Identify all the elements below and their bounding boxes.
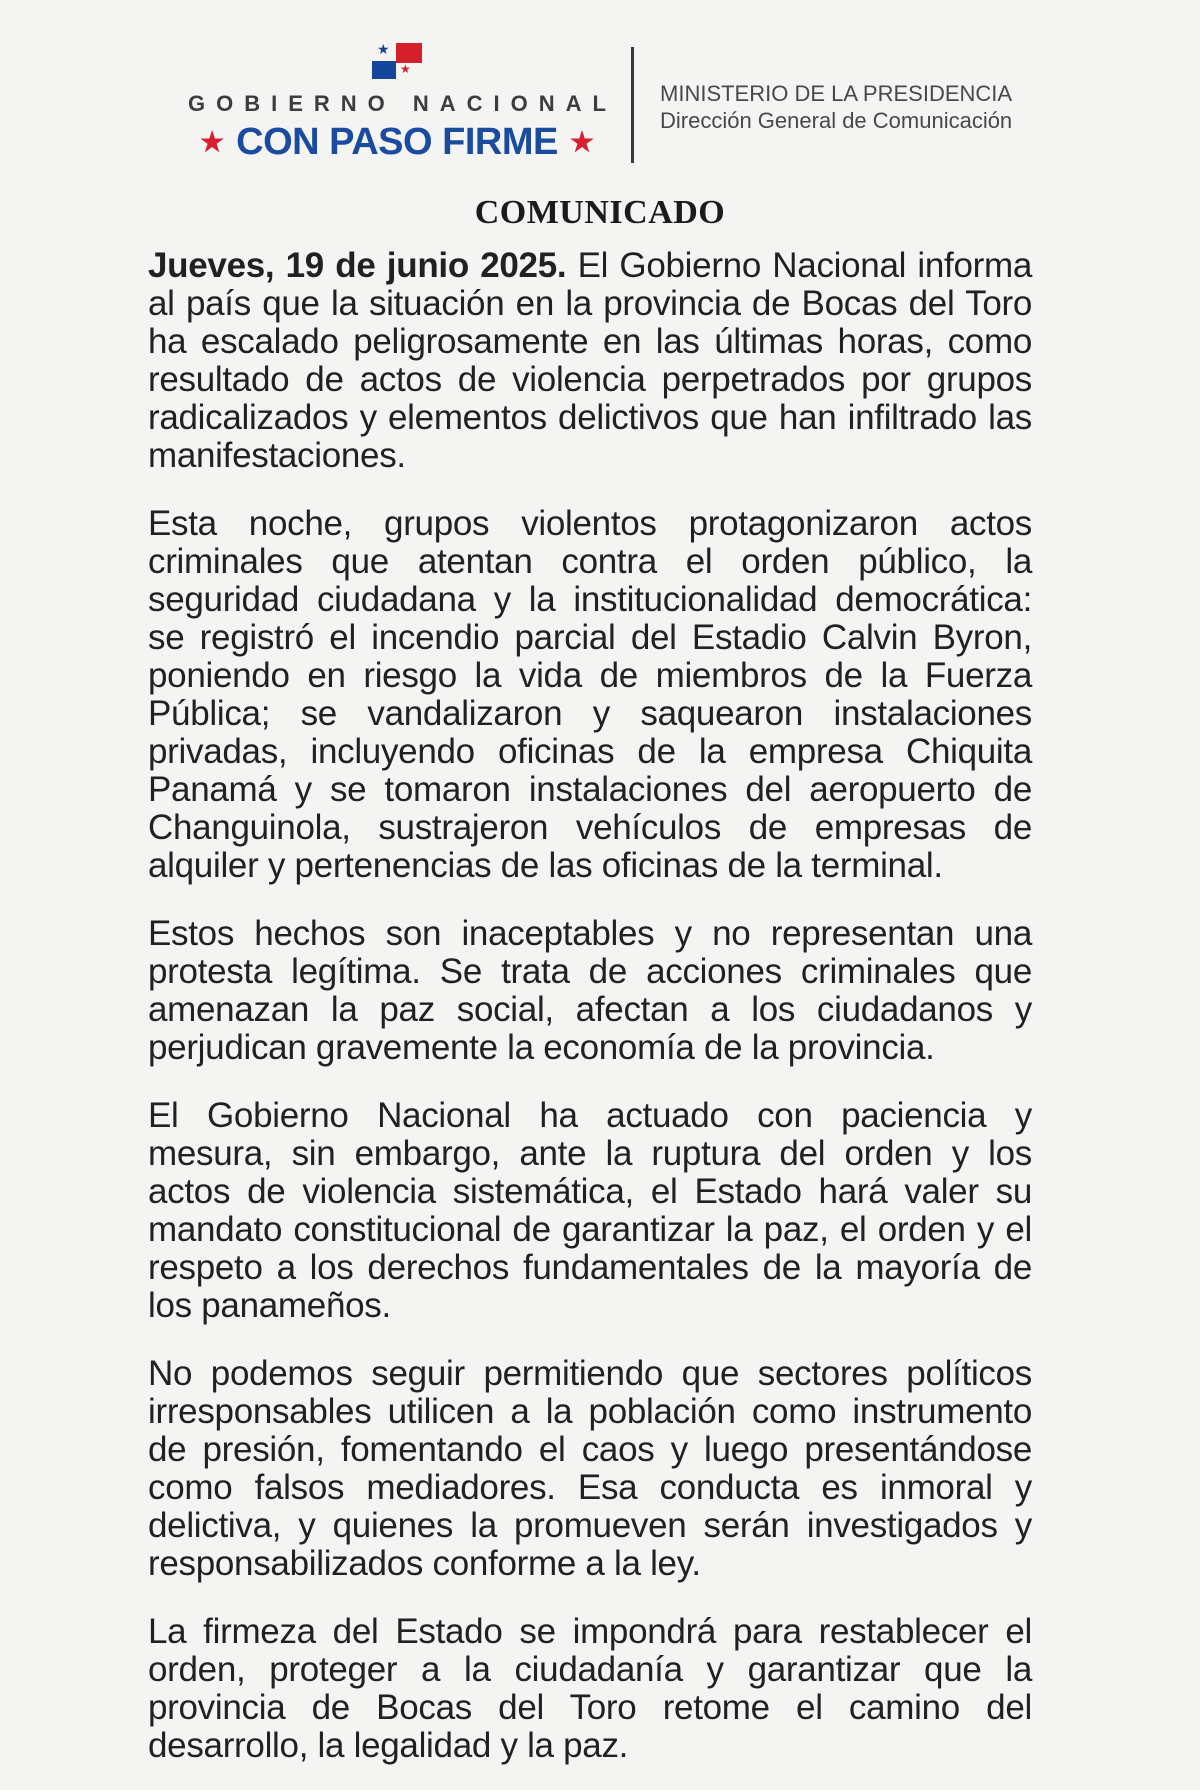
ministry-name: MINISTERIO DE LA PRESIDENCIA xyxy=(660,81,1013,106)
paragraph-text: El Gobierno Nacional informa al país que la situación en la provincia de Bocas del Toro ha escalado peligrosamente en las últimas horas, como resultado de actos de violencia perpetrados por grupos radicalizados y elementos delictivos que han infiltrado las manifestaciones. xyxy=(148,246,1032,475)
document-body xyxy=(148,247,1032,1765)
flag-blue-star-icon: ★ xyxy=(377,41,390,57)
paragraph-text: Esta noche, grupos violentos protagonizaron actos criminales que atentan contra el orden público, la seguridad ciudadana y la institucionalidad democrática: se registró el incendio parcial del Estadio Calvin Byron, poniendo en riesgo la vida de miembros de la Fuerza Pública; se vandalizaron y saquearon instalaciones privadas, incluyendo oficinas de la empresa Chiquita Panamá y se tomaron instalaciones del aeropuerto de Changuinola, sustrajeron vehículos de empresas de alquiler y pertenencias de las oficinas de la terminal. xyxy=(148,504,1032,885)
paragraph xyxy=(148,1613,1032,1765)
paragraph xyxy=(148,915,1032,1067)
slogan-text: CON PASO FIRME xyxy=(236,121,558,163)
org-name: GOBIERNO NACIONAL xyxy=(188,91,617,116)
ministry-block xyxy=(660,80,1012,134)
paragraph xyxy=(148,1097,1032,1325)
flag-blue-rect xyxy=(372,61,396,79)
paragraph-text: No podemos seguir permitiendo que sectores políticos irresponsables utilicen a la población como instrumento de presión, fomentando el caos y luego presentándose como falsos mediadores. Esa conducta es inmoral y delictiva, y quienes la promueven serán investigados y responsabilizados conforme a la ley. xyxy=(148,1354,1032,1583)
ministry-division: Dirección General de Comunicación xyxy=(660,108,1013,133)
slogan-left-star-icon: ★ xyxy=(199,127,225,157)
header-divider xyxy=(631,47,634,163)
paragraph xyxy=(148,1355,1032,1583)
document-title: COMUNICADO xyxy=(474,194,726,231)
header xyxy=(0,0,1200,180)
slogan-right-star-icon: ★ xyxy=(569,127,595,157)
paragraph-text: El Gobierno Nacional ha actuado con paciencia y mesura, sin embargo, ante la ruptura del orden y los actos de violencia sistemática, el Estado hará valer su mandato constitucional de garantizar la paz, el orden y el respeto a los derechos fundamentales de la mayoría de los panameños. xyxy=(148,1096,1032,1325)
government-logo xyxy=(147,42,647,163)
paragraph xyxy=(148,247,1032,475)
flag-red-star-icon: ★ xyxy=(400,62,411,76)
paragraph-lead: Jueves, 19 de junio 2025. xyxy=(148,246,567,285)
panama-flag-emblem xyxy=(370,42,424,82)
paragraph-text: La firmeza del Estado se impondrá para restablecer el orden, proteger a la ciudadanía y garantizar que la provincia de Bocas del Toro retome el camino del desarrollo, la legalidad y la paz. xyxy=(148,1612,1032,1765)
slogan xyxy=(147,121,647,163)
paragraph xyxy=(148,505,1032,885)
flag-red-rect xyxy=(396,43,422,63)
paragraph-text: Estos hechos son inaceptables y no representan una protesta legítima. Se trata de acciones criminales que amenazan la paz social, afectan a los ciudadanos y perjudican gravemente la economía de la provincia. xyxy=(148,914,1032,1067)
